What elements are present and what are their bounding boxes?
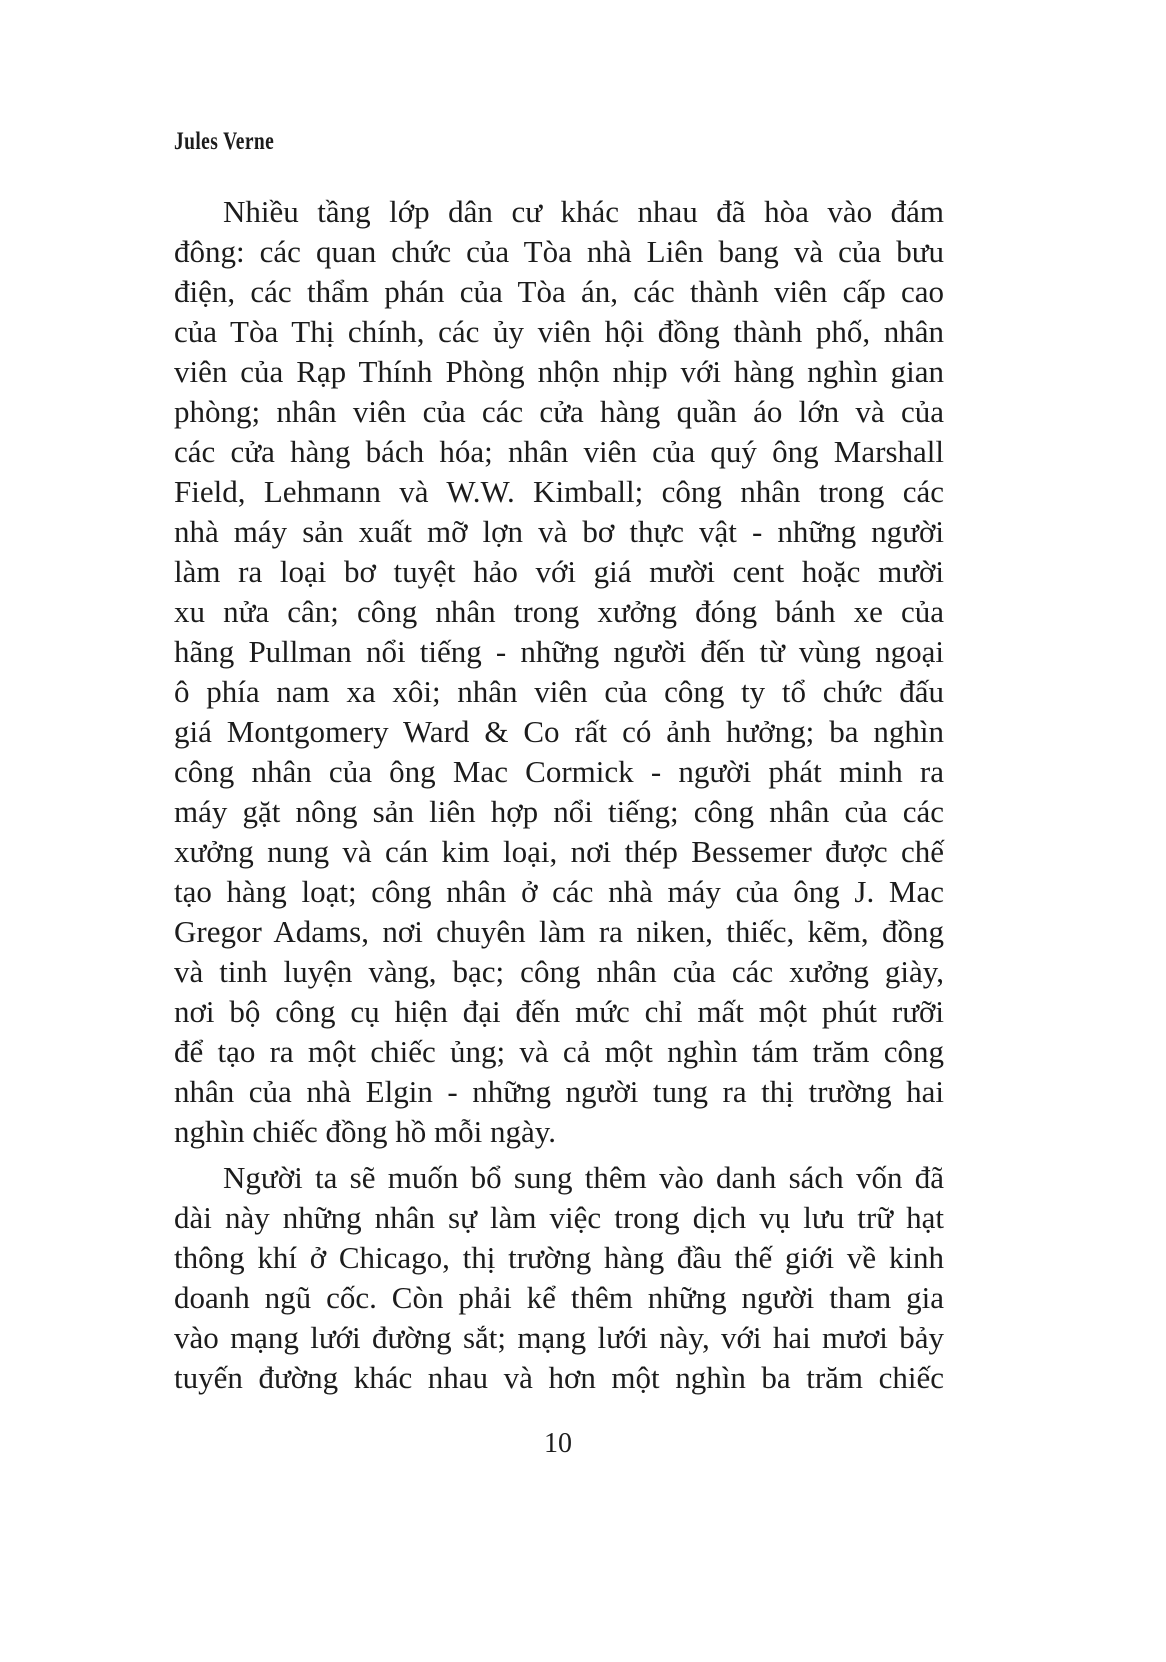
text-line: đông: các quan chức của Tòa nhà Liên bang và của bưu (174, 234, 944, 269)
text-line: nghìn chiếc đồng hồ mỗi ngày. (174, 1114, 556, 1149)
text-line: viên của Rạp Thính Phòng nhộn nhịp với hàng nghìn gian (174, 354, 944, 389)
text-line: vào mạng lưới đường sắt; mạng lưới này, với hai mươi bảy (174, 1320, 944, 1355)
text-line: xu nửa cân; công nhân trong xưởng đóng bánh xe của (174, 594, 944, 629)
text-line: thông khí ở Chicago, thị trường hàng đầu thế giới về kinh (174, 1240, 944, 1275)
page-number: 10 (544, 1428, 572, 1459)
body-text (174, 192, 944, 1398)
text-line: nhân của nhà Elgin - những người tung ra thị trường hai (174, 1074, 944, 1109)
text-line: phòng; nhân viên của các cửa hàng quần áo lớn và của (174, 394, 944, 429)
text-line: công nhân của ông Mac Cormick - người phát minh ra (174, 754, 944, 789)
text-line: Người ta sẽ muốn bổ sung thêm vào danh sách vốn đã (223, 1160, 944, 1195)
text-line: điện, các thẩm phán của Tòa án, các thành viên cấp cao (174, 274, 944, 309)
text-line: để tạo ra một chiếc ủng; và cả một nghìn tám trăm công (174, 1034, 944, 1069)
text-line: các cửa hàng bách hóa; nhân viên của quý ông Marshall (174, 434, 944, 469)
text-line: của Tòa Thị chính, các ủy viên hội đồng thành phố, nhân (174, 314, 944, 349)
text-line: tuyến đường khác nhau và hơn một nghìn ba trăm chiếc (174, 1360, 944, 1395)
text-line: dài này những nhân sự làm việc trong dịch vụ lưu trữ hạt (174, 1200, 944, 1235)
text-line: và tinh luyện vàng, bạc; công nhân của các xưởng giày, (174, 954, 944, 989)
text-line: ô phía nam xa xôi; nhân viên của công ty tổ chức đấu (174, 674, 944, 709)
text-line: nơi bộ công cụ hiện đại đến mức chỉ mất một phút rưỡi (174, 994, 944, 1029)
text-line: doanh ngũ cốc. Còn phải kể thêm những người tham gia (174, 1280, 944, 1315)
text-line: làm ra loại bơ tuyệt hảo với giá mười cent hoặc mười (174, 554, 944, 589)
text-line: xưởng nung và cán kim loại, nơi thép Bessemer được chế (174, 834, 944, 869)
text-line: tạo hàng loạt; công nhân ở các nhà máy của ông J. Mac (174, 874, 944, 909)
paragraph-2 (174, 1158, 944, 1398)
text-line: nhà máy sản xuất mỡ lợn và bơ thực vật - những người (174, 514, 944, 549)
text-line: Gregor Adams, nơi chuyên làm ra niken, thiếc, kẽm, đồng (174, 914, 944, 949)
running-header: Jules Verne (174, 128, 275, 155)
paragraph-1 (174, 192, 944, 1152)
text-line: máy gặt nông sản liên hợp nổi tiếng; công nhân của các (174, 794, 944, 829)
text-line: Field, Lehmann và W.W. Kimball; công nhân trong các (174, 474, 944, 509)
text-line: Nhiều tầng lớp dân cư khác nhau đã hòa vào đám (223, 194, 944, 229)
text-line: giá Montgomery Ward & Co rất có ảnh hưởng; ba nghìn (174, 714, 944, 749)
text-line: hãng Pullman nổi tiếng - những người đến từ vùng ngoại (174, 634, 944, 669)
